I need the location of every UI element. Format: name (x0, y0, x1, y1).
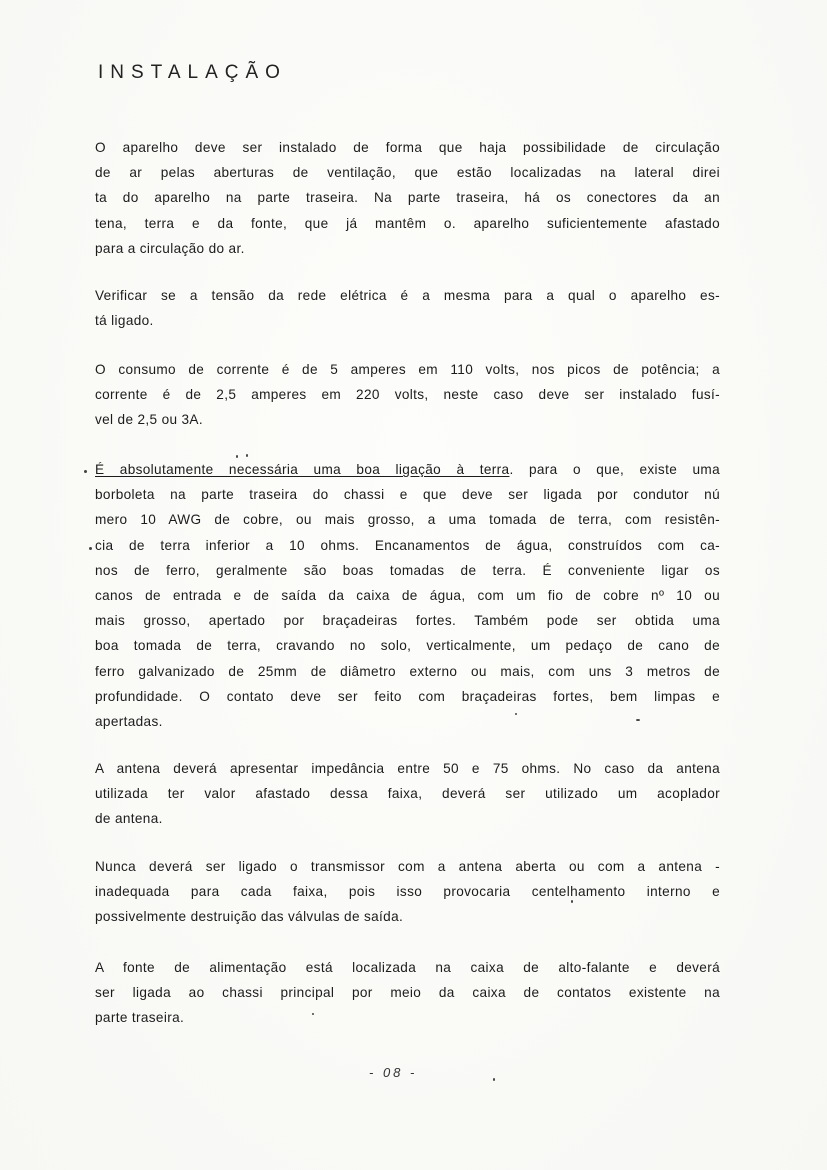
text-line: possivelmente destruição das válvulas de saída. (95, 909, 404, 925)
scan-speck (89, 547, 92, 550)
text-line: parte traseira. (95, 1010, 185, 1026)
text-line: para a circulação do ar. (95, 240, 245, 256)
text-line: cia de terra inferior a 10 ohms. Encanamentos de água, construídos com ca- (95, 537, 720, 553)
text-line: profundidade. O contato deve ser feito com braçadeiras fortes, bem limpas e (95, 688, 720, 704)
page-number: - 08 - (369, 1065, 418, 1080)
text-line: utilizada ter valor afastado dessa faixa, deverá ser utilizado um acoplador (95, 786, 720, 802)
text-line: A fonte de alimentação está localizada na caixa de alto-falante e deverá (95, 960, 720, 975)
text-line: boa tomada de terra, cravando no solo, verticalmente, um pedaço de cano de (95, 638, 720, 654)
text-line: apertadas. (95, 714, 163, 730)
scan-speck (515, 713, 517, 715)
text-line: ferro galvanizado de 25mm de diâmetro externo ou mais, com uns 3 metros de (95, 663, 720, 679)
scan-speck (84, 470, 87, 473)
text-line: de ar pelas aberturas de ventilação, que estão localizadas na lateral direi (95, 165, 720, 181)
paragraph-ventilation (95, 135, 720, 261)
paragraph-voltage (95, 283, 720, 333)
text-line: tá ligado. (95, 313, 154, 329)
text-line: inadequada para cada faixa, pois isso provocaria centelhamento interno e (95, 884, 720, 900)
paragraph-power-supply (95, 955, 720, 1031)
text-line: corrente é de 2,5 amperes em 220 volts, neste caso deve ser instalado fusí- (95, 387, 720, 403)
text-line: borboleta na parte traseira do chassi e que deve ser ligada por condutor nú (95, 487, 720, 503)
text-line: vel de 2,5 ou 3A. (95, 412, 203, 428)
paragraph-antenna-warning (95, 854, 720, 930)
text-line: nos de ferro, geralmente são boas tomadas de terra. É conveniente ligar os (95, 562, 720, 578)
paragraph-current (95, 357, 720, 433)
underlined-sentence: É absolutamente necessária uma boa ligação à terra (95, 462, 510, 477)
text-line: ser ligada ao chassi principal por meio da caixa de contatos existente na (95, 985, 720, 1001)
scan-speck (493, 1078, 495, 1081)
scan-speck (246, 454, 248, 457)
text-line: A antena deverá apresentar impedância entre 50 e 75 ohms. No caso da antena (95, 761, 720, 776)
text-line: Nunca deverá ser ligado o transmissor com a antena aberta ou com a antena - (95, 859, 720, 874)
text-line: O consumo de corrente é de 5 amperes em 110 volts, nos picos de potência; a (95, 362, 720, 377)
text-line: mais grosso, apertado por braçadeiras fortes. Também pode ser obtida uma (95, 613, 720, 629)
scan-speck (312, 1013, 314, 1015)
text-line: Verificar se a tensão da rede elétrica é a mesma para a qual o aparelho es- (95, 288, 720, 303)
text-line: ta do aparelho na parte traseira. Na parte traseira, há os conectores da an (95, 190, 720, 206)
text-line: de antena. (95, 811, 163, 827)
scan-speck (571, 900, 573, 903)
text-line: tena, terra e da fonte, que já mantêm o. aparelho suficientemente afastado (95, 215, 720, 231)
text-line: canos de entrada e de saída da caixa de água, com um fio de cobre nº 10 ou (95, 588, 720, 604)
text-line: O aparelho deve ser instalado de forma que haja possibilidade de circulação (95, 140, 720, 155)
scan-speck (236, 455, 238, 458)
paragraph-grounding (95, 457, 720, 734)
scan-speck (636, 719, 640, 721)
text-line: mero 10 AWG de cobre, ou mais grosso, a uma tomada de terra, com resistên- (95, 512, 720, 528)
text-line: É absolutamente necessária uma boa ligação à terra. para o que, existe uma (95, 462, 720, 477)
paragraph-antenna-impedance (95, 756, 720, 832)
page-title: INSTALAÇÃO (98, 62, 287, 83)
